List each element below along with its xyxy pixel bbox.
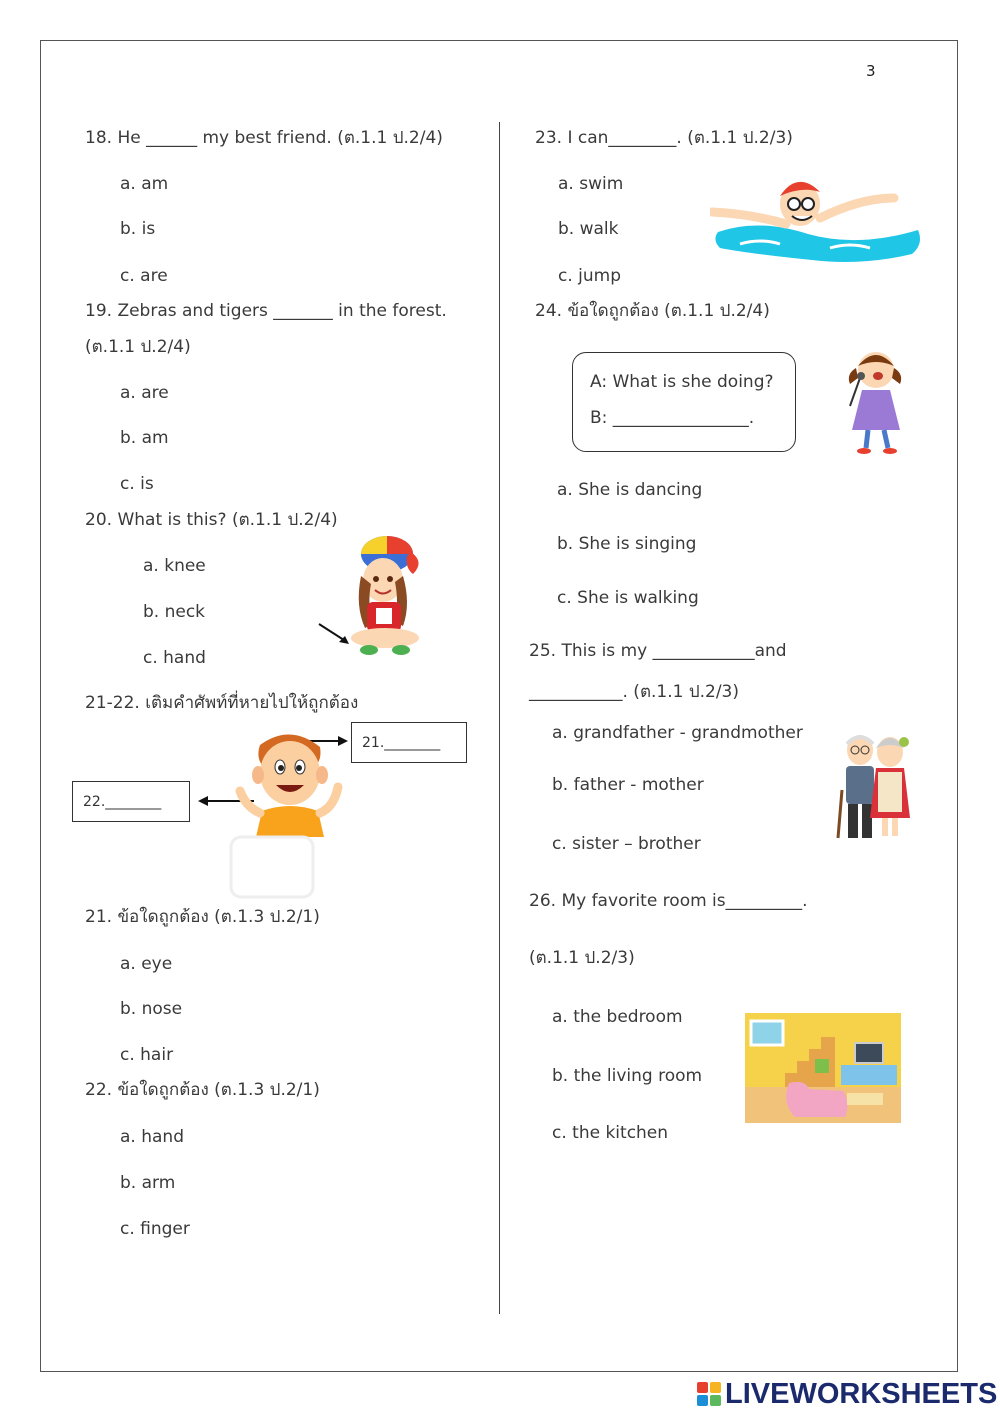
q25-option-a[interactable]: a. grandfather - grandmother (552, 723, 803, 743)
boy-body-parts-illustration (198, 725, 358, 900)
girl-sitting-illustration (315, 532, 425, 662)
q18-option-b[interactable]: b. is (120, 219, 156, 239)
label-box-21[interactable]: 21.________ (351, 722, 467, 763)
q22-option-c[interactable]: c. finger (120, 1219, 190, 1239)
q24-question: 24. ข้อใดถูกต้อง (ต.1.1 ป.2/4) (535, 301, 770, 321)
q21-22-instruction: 21-22. เติมคำศัพท์ที่หายไปให้ถูกต้อง (85, 693, 359, 713)
q24-option-c[interactable]: c. She is walking (557, 588, 699, 608)
q22-option-a[interactable]: a. hand (120, 1127, 184, 1147)
label-box-22[interactable]: 22.________ (72, 781, 190, 822)
q23-option-b[interactable]: b. walk (558, 219, 619, 239)
q25-question: 25. This is my ____________and (529, 641, 787, 661)
q25-question-line2: ___________. (ต.1.1 ป.2/3) (529, 682, 740, 702)
q26-question-line2: (ต.1.1 ป.2/3) (529, 948, 635, 968)
girl-singing-illustration (838, 348, 910, 458)
q26-question: 26. My favorite room is_________. (529, 891, 808, 911)
grandparents-illustration (832, 730, 916, 842)
q19-option-c[interactable]: c. is (120, 474, 154, 494)
q20-option-a[interactable]: a. knee (143, 556, 206, 576)
q23-option-a[interactable]: a. swim (558, 174, 624, 194)
q26-option-b[interactable]: b. the living room (552, 1066, 703, 1086)
q18-option-c[interactable]: c. are (120, 266, 168, 286)
q26-option-a[interactable]: a. the bedroom (552, 1007, 683, 1027)
logo-mark-icon (697, 1382, 721, 1406)
q20-question: 20. What is this? (ต.1.1 ป.2/4) (85, 510, 338, 530)
q20-option-c[interactable]: c. hand (143, 648, 206, 668)
q21-option-b[interactable]: b. nose (120, 999, 183, 1019)
q25-option-c[interactable]: c. sister – brother (552, 834, 701, 854)
swimmer-illustration (710, 174, 925, 266)
liveworksheets-logo (697, 1378, 997, 1410)
q24-option-a[interactable]: a. She is dancing (557, 480, 703, 500)
q21-option-c[interactable]: c. hair (120, 1045, 174, 1065)
q21-question: 21. ข้อใดถูกต้อง (ต.1.3 ป.2/1) (85, 907, 320, 927)
q25-option-b[interactable]: b. father - mother (552, 775, 704, 795)
q18-question: 18. He ______ my best friend. (ต.1.1 ป.2/4) (85, 128, 443, 148)
q26-option-c[interactable]: c. the kitchen (552, 1123, 669, 1143)
q22-option-b[interactable]: b. arm (120, 1173, 176, 1193)
q24-option-b[interactable]: b. She is singing (557, 534, 697, 554)
q18-option-a[interactable]: a. am (120, 174, 169, 194)
q22-question: 22. ข้อใดถูกต้อง (ต.1.3 ป.2/1) (85, 1080, 320, 1100)
q19-option-b[interactable]: b. am (120, 428, 169, 448)
page-number: 3 (866, 62, 876, 80)
q20-option-b[interactable]: b. neck (143, 602, 206, 622)
q19-option-a[interactable]: a. are (120, 383, 169, 403)
dialog-bubble (572, 352, 796, 452)
living-room-illustration (745, 1013, 901, 1123)
q21-option-a[interactable]: a. eye (120, 954, 173, 974)
q19-question-line2: (ต.1.1 ป.2/4) (85, 337, 191, 357)
column-divider (499, 122, 500, 1314)
q23-option-c[interactable]: c. jump (558, 266, 622, 286)
dialog-line-b[interactable]: B: ________________. (590, 408, 755, 428)
logo-text: LIVEWORKSHEETS (725, 1377, 998, 1410)
dialog-line-a: A: What is she doing? (590, 372, 774, 392)
q23-question: 23. I can________. (ต.1.1 ป.2/3) (535, 128, 793, 148)
q19-question: 19. Zebras and tigers _______ in the forest. (85, 301, 447, 321)
